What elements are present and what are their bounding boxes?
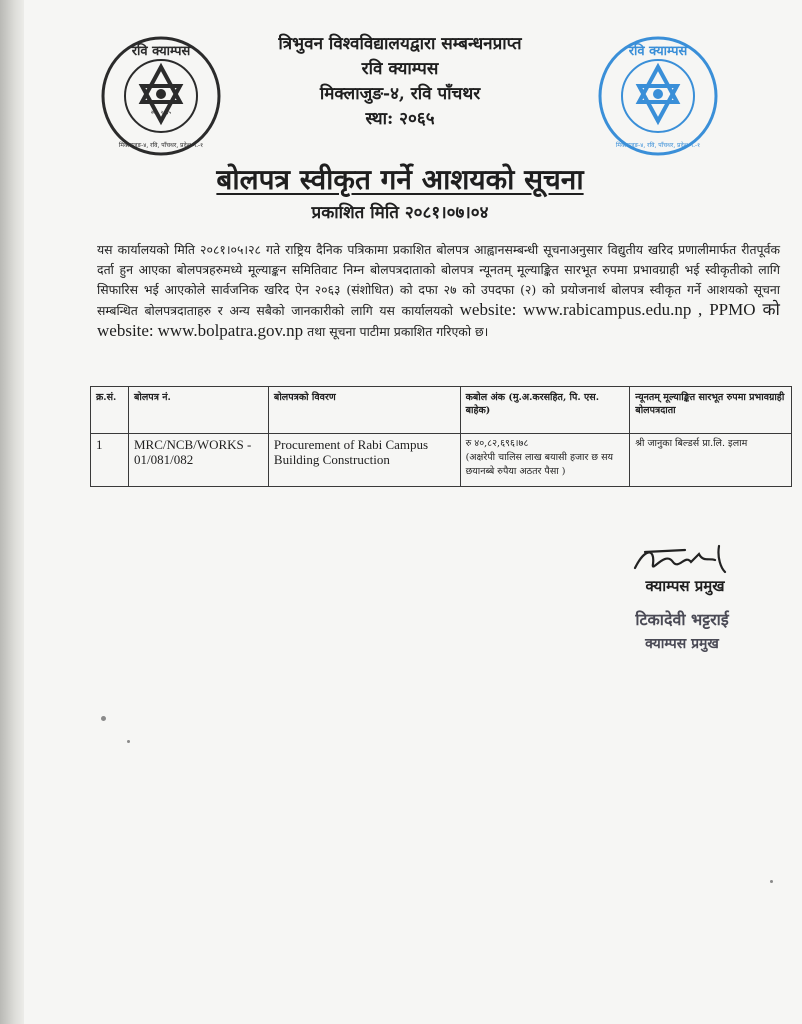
ppmo-text: , PPMO को	[698, 300, 780, 319]
scan-speck	[127, 740, 130, 743]
bid-table	[90, 386, 792, 487]
seal-right-graphic	[597, 35, 719, 157]
seal-right-address: मिक्लाजुङ-४, रवि, पाँचथर, प्रदेश नं.-१	[615, 142, 701, 149]
affiliation-line: त्रिभुवन विश्वविद्यालयद्वारा सम्बन्धनप्राप्त	[278, 34, 522, 54]
amount-figure: रु ४०,८२,६९६।७८	[465, 438, 529, 449]
name-stamp	[612, 608, 752, 653]
stamp-name: टिकादेवी भट्टराई	[635, 610, 729, 629]
cell-description: Procurement of Rabi Campus Building Construction	[268, 434, 460, 487]
body-part1: यस कार्यालयको मिति २०८१।०५।२८ गते राष्ट्रिय दैनिक पत्रिकामा प्रकाशित बोलपत्र आह्वानसम्बन्धी सूचनाअनुसार विद्युतीय खरिद प्रणालीमार्फत रीतपूर्वक दर्ता हुन आएका बोलपत्रहरुमध्ये मूल्याङ्कन समितिवाट निम्न बोलपत्रदाताको बोलपत्र न्यूनतम् मूल्याङ्कित सारभूत रुपमा प्रभावग्राही भई स्वीकृतीको लागि सिफारिस भई आएकोले सार्वजनिक खरिद ऐन २०६३ (संशोधित) को दफा २७ को उपदफा (२) को प्रयोजनार्थ बोलपत्र स्वीकृत गर्ने आशयको सूचना सम्बन्धित बोलपत्रदाताहरु र अन्य सबैको जानकारीको लागि यस कार्यालयको	[97, 242, 780, 318]
signature-role: क्याम्पस प्रमुख	[645, 577, 725, 595]
seal-right-name: रवि क्याम्पस	[628, 44, 688, 59]
stamp-role: क्याम्पस प्रमुख	[645, 636, 719, 652]
campus-seal-right	[597, 35, 719, 157]
established-year: स्था: २०६५	[365, 109, 435, 129]
signature-block	[600, 540, 770, 596]
website-label-2: website:	[97, 321, 154, 340]
website-label: website:	[459, 300, 517, 319]
body-part2: तथा सूचना पाटीमा प्रकाशित गरिएको छ।	[307, 324, 489, 339]
seal-left-graphic	[100, 35, 222, 157]
seal-left-est: स्था: २०६५	[150, 110, 172, 116]
col-header-description: बोलपत्रको विवरण	[268, 387, 460, 434]
campus-name: रवि क्याम्पस	[361, 59, 439, 79]
scan-speck	[770, 880, 773, 883]
scan-binding-edge	[0, 0, 24, 1024]
cell-bidder: श्री जानुका बिल्डर्स प्रा.लि. इलाम	[630, 434, 792, 487]
col-header-bid-no: बोलपत्र नं.	[128, 387, 268, 434]
campus-seal-left	[100, 35, 222, 157]
amount-in-words: (अक्षरेपी चालिस लाख बयासी हजार छ सय छयानब्बे रुपैया अठतर पैसा )	[465, 452, 614, 477]
table-row	[91, 434, 792, 487]
scan-speck	[101, 716, 106, 721]
cell-amount	[460, 434, 630, 487]
published-date: प्रकाशित मिति २०८१।०७।०४	[311, 203, 489, 223]
seal-left-name: रवि क्याम्पस	[131, 44, 191, 59]
col-header-sn: क्र.सं.	[91, 387, 129, 434]
notice-title: बोलपत्र स्वीकृत गर्ने आशयको सूचना	[216, 163, 584, 196]
notice-title-wrap	[200, 160, 600, 198]
seal-left-address: मिक्लाजुङ-४, रवि, पाँचथर, प्रदेश नं.-१	[118, 142, 204, 149]
campus-website-link[interactable]: www.rabicampus.edu.np	[522, 300, 692, 319]
notice-body	[97, 240, 780, 342]
campus-address: मिक्लाजुङ-४, रवि पाँचथर	[319, 84, 481, 104]
cell-sn: 1	[91, 434, 129, 487]
col-header-bidder: न्यूनतम् मूल्याङ्कित सारभूत रुपमा प्रभावग्राही बोलपत्रदाता	[630, 387, 792, 434]
institution-header	[250, 32, 550, 132]
cell-bid-no: MRC/NCB/WORKS - 01/081/082	[128, 434, 268, 487]
table-header-row	[91, 387, 792, 434]
col-header-amount: कबोल अंक (मु.अ.करसहित, पि. एस. बाहेक)	[460, 387, 630, 434]
handwritten-signature	[625, 540, 745, 580]
bolpatra-website-link[interactable]: www.bolpatra.gov.np	[157, 321, 304, 340]
